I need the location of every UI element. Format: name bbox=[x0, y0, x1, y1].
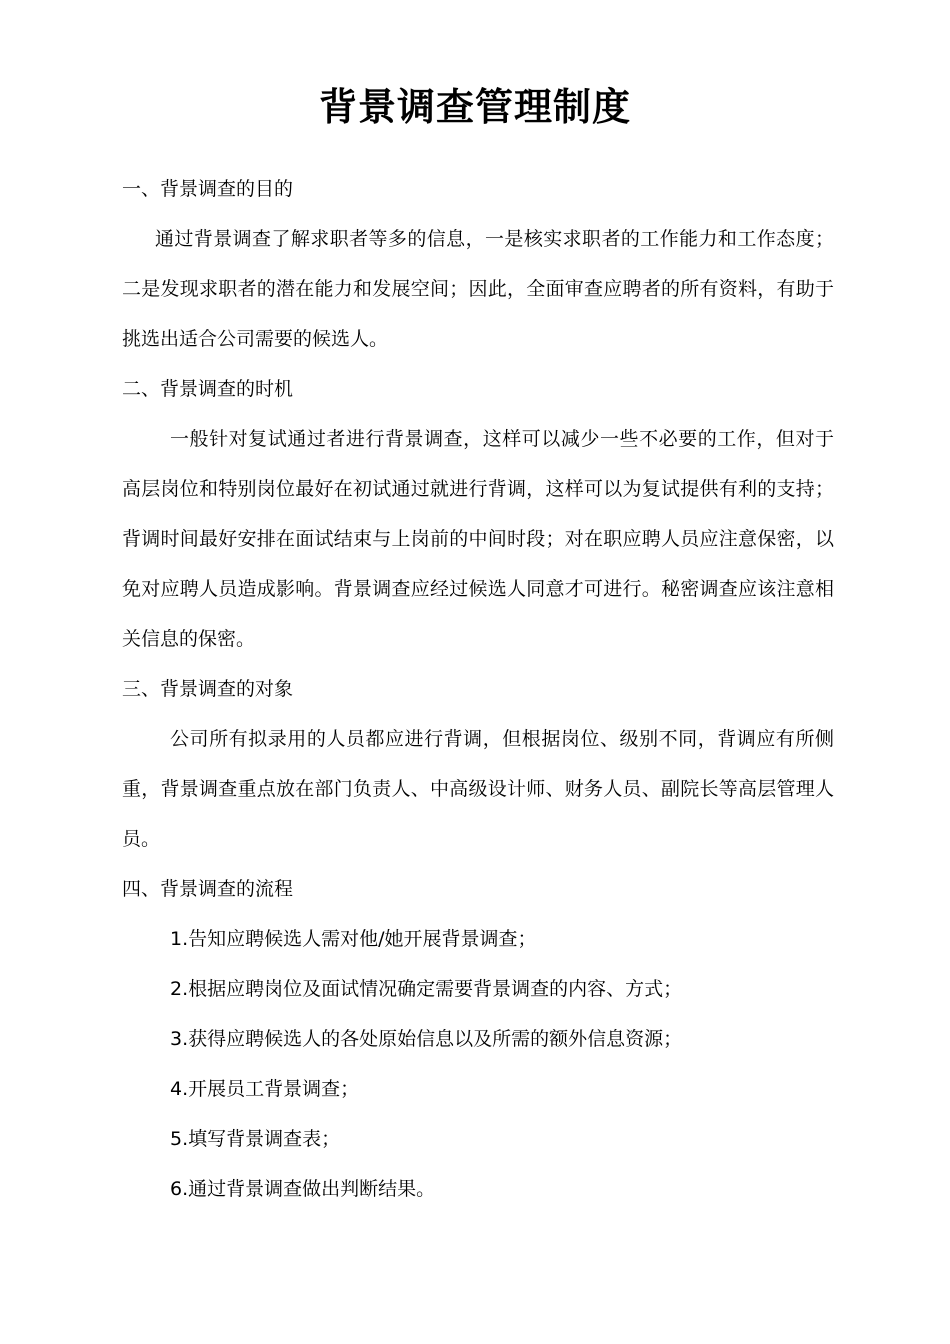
paragraph-line: 关信息的保密。 bbox=[122, 628, 256, 650]
process-step: 5.填写背景调查表； bbox=[170, 1128, 341, 1150]
section-timing bbox=[122, 364, 834, 664]
document-body bbox=[122, 164, 834, 1214]
section-heading: 一、背景调查的目的 bbox=[122, 178, 294, 200]
paragraph-line: 二是发现求职者的潜在能力和发展空间；因此，全面审查应聘者的所有资料，有助于 bbox=[122, 278, 834, 300]
document-title: 背景调查管理制度 bbox=[318, 85, 631, 129]
paragraph-line: 员。 bbox=[122, 828, 161, 850]
paragraph-line: 高层岗位和特别岗位最好在初试通过就进行背调，这样可以为复试提供有利的支持； bbox=[122, 478, 834, 500]
section-heading: 二、背景调查的时机 bbox=[122, 378, 294, 400]
process-step: 3.获得应聘候选人的各处原始信息以及所需的额外信息资源； bbox=[170, 1028, 683, 1050]
paragraph-line: 重，背景调查重点放在部门负责人、中高级设计师、财务人员、副院长等高层管理人 bbox=[122, 778, 834, 800]
process-step: 2.根据应聘岗位及面试情况确定需要背景调查的内容、方式； bbox=[170, 978, 683, 1000]
section-subjects bbox=[122, 664, 834, 864]
process-step: 1.告知应聘候选人需对他/她开展背景调查； bbox=[170, 928, 537, 950]
paragraph-line: 免对应聘人员造成影响。背景调查应经过候选人同意才可进行。秘密调查应该注意相 bbox=[122, 578, 834, 600]
section-process bbox=[122, 864, 834, 1214]
process-step: 6.通过背景调查做出判断结果。 bbox=[170, 1178, 436, 1200]
paragraph-line: 通过背景调查了解求职者等多的信息，一是核实求职者的工作能力和工作态度； bbox=[155, 228, 834, 250]
section-purpose bbox=[122, 164, 834, 364]
paragraph-line: 公司所有拟录用的人员都应进行背调，但根据岗位、级别不同，背调应有所侧 bbox=[170, 728, 834, 750]
process-step: 4.开展员工背景调查； bbox=[170, 1078, 360, 1100]
section-heading: 三、背景调查的对象 bbox=[122, 678, 294, 700]
section-heading: 四、背景调查的流程 bbox=[122, 878, 294, 900]
paragraph-line: 背调时间最好安排在面试结束与上岗前的中间时段；对在职应聘人员应注意保密，以 bbox=[122, 528, 834, 550]
paragraph-line: 挑选出适合公司需要的候选人。 bbox=[122, 328, 389, 350]
paragraph-line: 一般针对复试通过者进行背景调查，这样可以减少一些不必要的工作，但对于 bbox=[170, 428, 834, 450]
